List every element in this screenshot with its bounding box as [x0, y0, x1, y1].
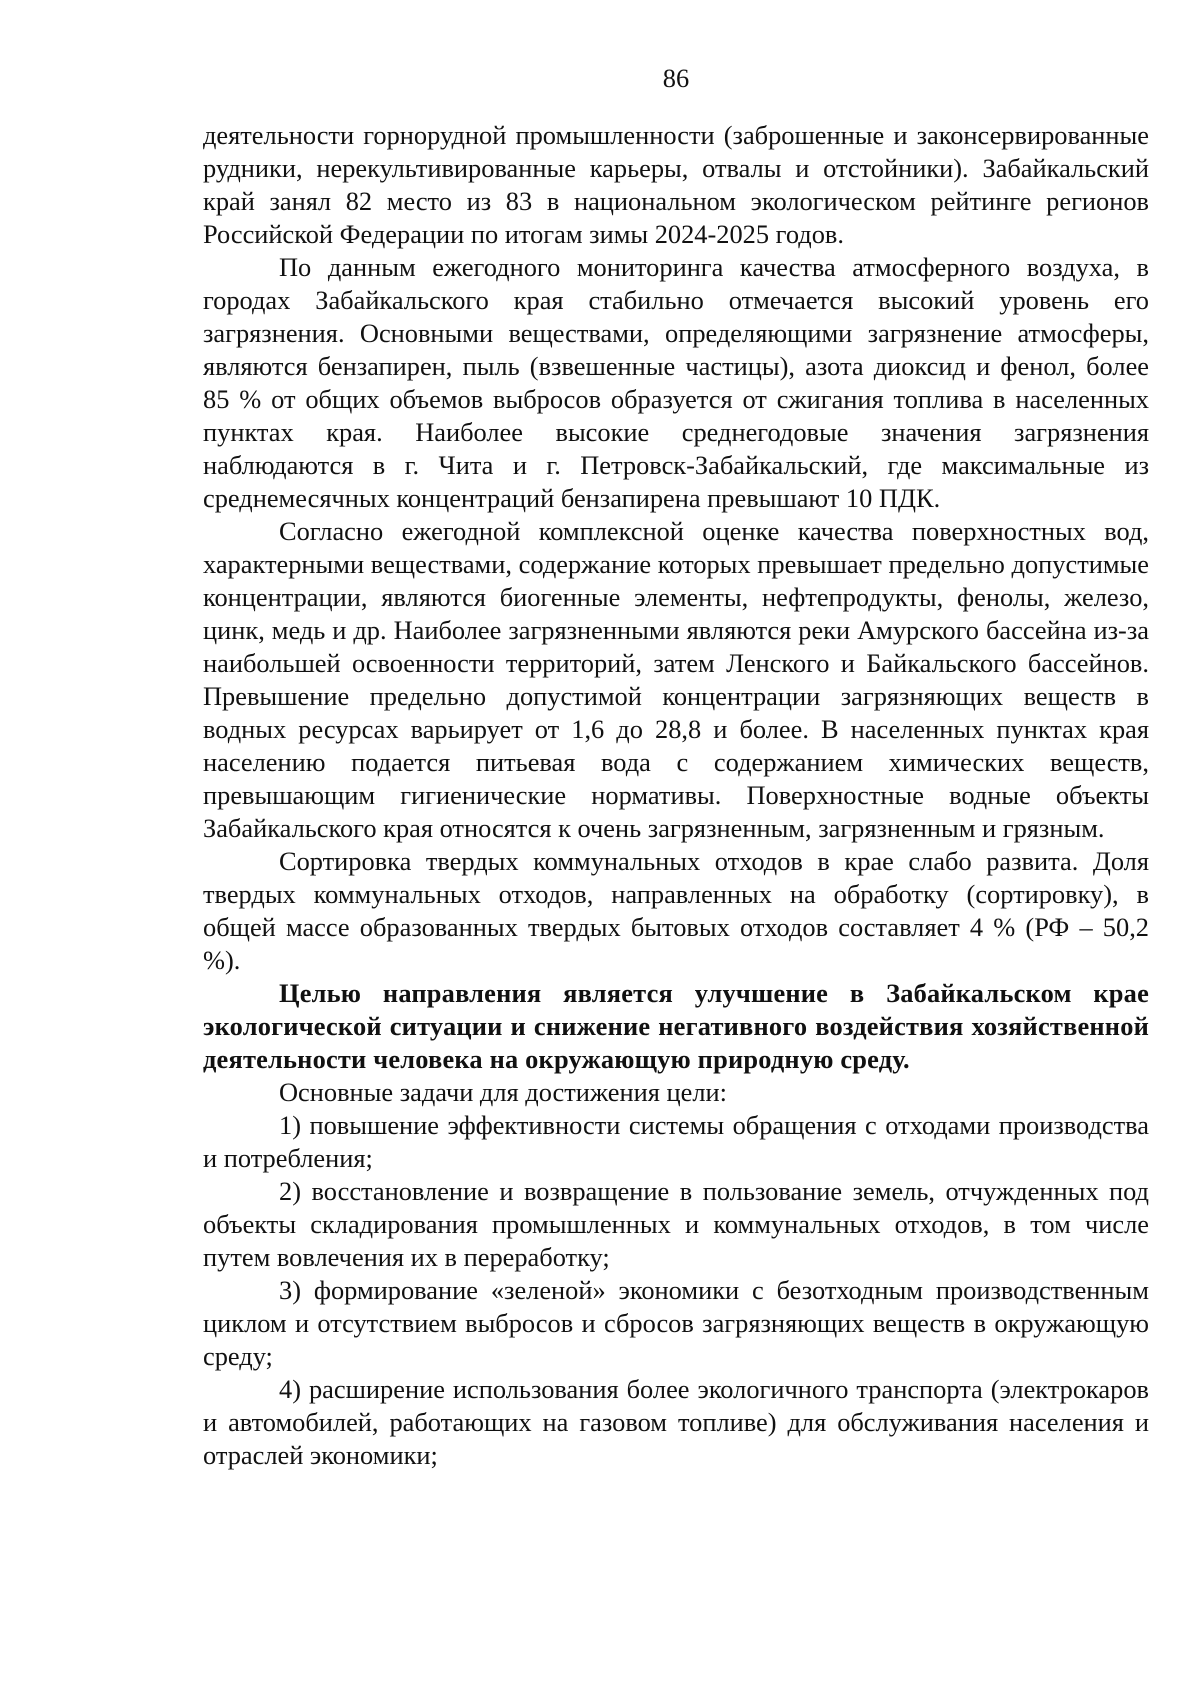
document-page — [203, 62, 1149, 1472]
list-item-task-1: 1) повышение эффективности системы обращения с отходами производства и потребления; — [203, 1110, 1149, 1173]
list-item-task-3: 3) формирование «зеленой» экономики с безотходным производственным циклом и отсутствием выбросов и сбросов загрязняющих веществ в окружающую среду; — [203, 1275, 1149, 1371]
paragraph-waste-sorting: Сортировка твердых коммунальных отходов в крае слабо развита. Доля твердых коммунальных отходов, направленных на обработку (сортировку), в общей массе образованных твердых бытовых отходов составляет 4 % (РФ – 50,2 %). — [203, 846, 1149, 975]
paragraph-surface-water: Согласно ежегодной комплексной оценке качества поверхностных вод, характерными веществами, содержание которых превышает предельно допустимые концентрации, являются биогенные элементы, нефтепродукты, фенолы, железо, цинк, медь и др. Наиболее загрязненными являются реки Амурского бассейна из-за наибольшей освоенности территорий, затем Ленского и Байкальского бассейнов. Превышение предельно допустимой концентрации загрязняющих веществ в водных ресурсах варьирует от 1,6 до 28,8 и более. В населенных пунктах края населению подается питьевая вода с содержанием химических веществ, превышающим гигиенические нормативы. Поверхностные водные объекты Забайкальского края относятся к очень загрязненным, загрязненным и грязным. — [203, 516, 1149, 843]
page-number: 86 — [662, 63, 690, 93]
paragraph-air-quality: По данным ежегодного мониторинга качества атмосферного воздуха, в городах Забайкальского края стабильно отмечается высокий уровень его загрязнения. Основными веществами, определяющими загрязнение атмосферы, являются бензапирен, пыль (взвешенные частицы), азота диоксид и фенол, более 85 % от общих объемов выбросов образуется от сжигания топлива в населенных пунктах края. Наиболее высокие среднегодовые значения загрязнения наблюдаются в г. Чита и г. Петровск-Забайкальский, где максимальные из среднемесячных концентраций бензапирена превышают 10 ПДК. — [203, 252, 1149, 513]
paragraph-tasks-intro: Основные задачи для достижения цели: — [279, 1077, 727, 1107]
list-item-task-2: 2) восстановление и возвращение в пользование земель, отчужденных под объекты складирования промышленных и коммунальных отходов, в том числе путем вовлечения их в переработку; — [203, 1176, 1149, 1272]
paragraph-mining-continuation: деятельности горнорудной промышленности (заброшенные и законсервированные рудники, нерекультивированные карьеры, отвалы и отстойники). Забайкальский край занял 82 место из 83 в национальном экологическом рейтинге регионов Российской Федерации по итогам зимы 2024-2025 годов. — [203, 120, 1149, 249]
paragraph-goal-statement: Целью направления является улучшение в Забайкальском крае экологической ситуации и снижение негативного воздействия хозяйственной деятельности человека на окружающую природную среду. — [203, 978, 1149, 1074]
list-item-task-4: 4) расширение использования более экологичного транспорта (электрокаров и автомобилей, работающих на газовом топливе) для обслуживания населения и отраслей экономики; — [203, 1374, 1149, 1470]
